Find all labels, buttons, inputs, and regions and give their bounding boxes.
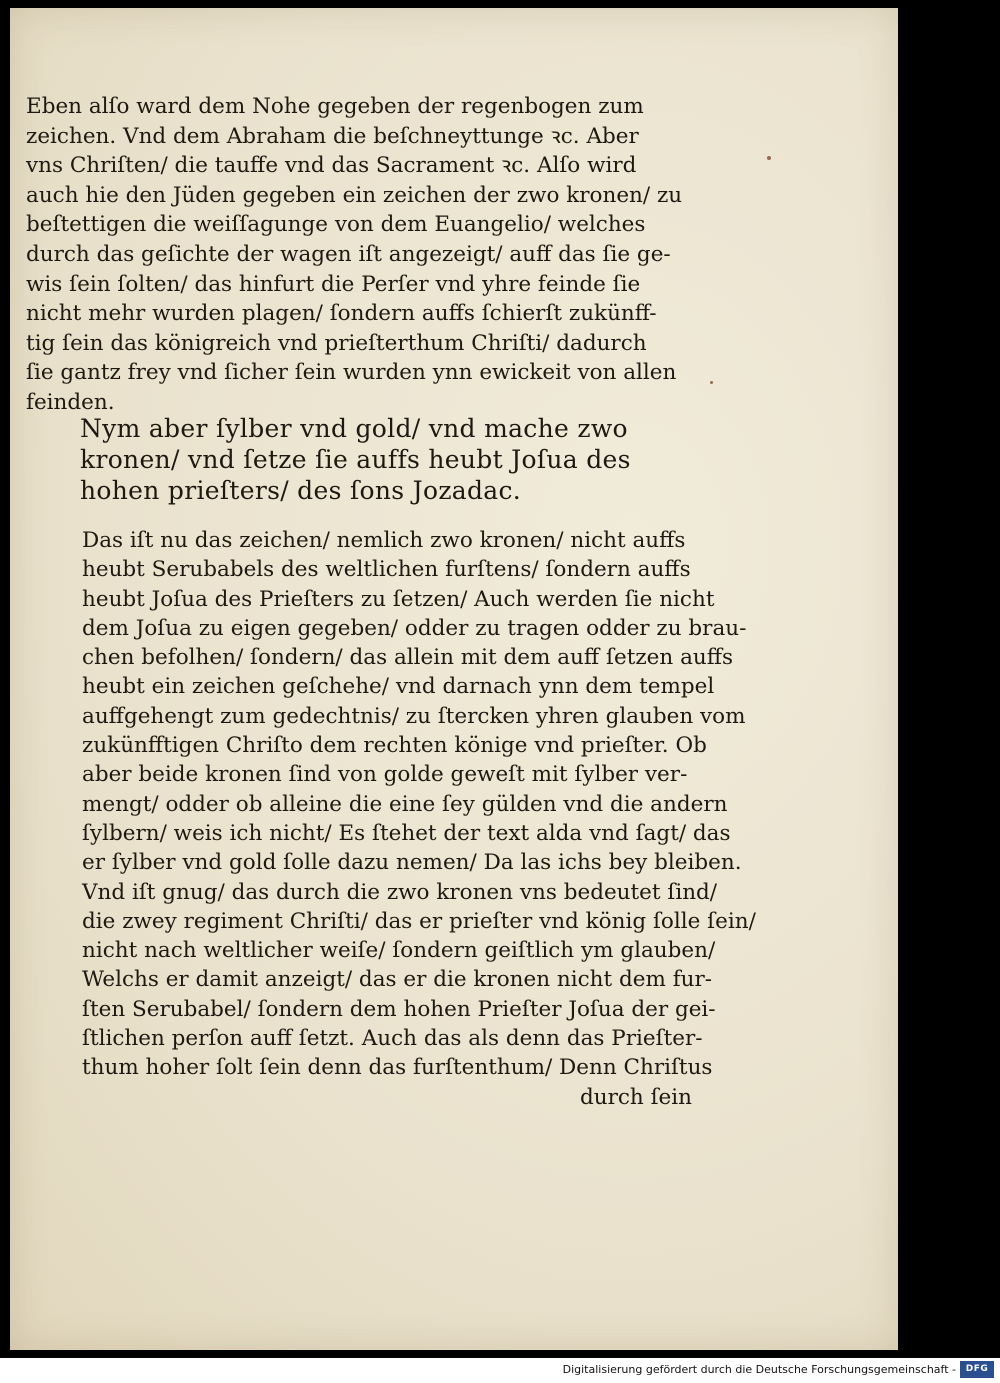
quote-line: hohen prieſters/ des ſons Jozadac.	[80, 476, 522, 505]
text-line: mengt/ odder ob alleine die eine ſey gülden vnd die andern	[82, 791, 728, 817]
text-line: chen befolhen/ ſondern/ das allein mit dem auff ſetzen auffs	[82, 645, 734, 671]
scripture-quote	[80, 413, 700, 506]
text-line: aber beide kronen ſind von golde geweſt mit ſylber ver-	[82, 762, 688, 788]
text-line: zukünfftigen Chriſto dem rechten könige vnd prieſter. Ob	[82, 733, 707, 759]
text-line: Das iſt nu das zeichen/ nemlich zwo kronen/ nicht auffs	[82, 528, 686, 553]
dfg-logo: DFG	[960, 1361, 994, 1378]
text-line: nicht mehr wurden plagen/ ſondern auffs ſchierſt zukünff-	[26, 301, 657, 327]
text-line: tig ſein das königreich vnd prieſterthum Chriſti/ dadurch	[26, 330, 647, 356]
text-line: ſie gantz frey vnd ſicher ſein wurden ynn ewickeit von allen	[26, 360, 677, 386]
digitization-footer	[0, 1358, 1000, 1383]
text-line: ſylbern/ weis ich nicht/ Es ſtehet der text alda vnd ſagt/ das	[82, 820, 731, 846]
funding-credit: Digitalisierung gefördert durch die Deutsche Forschungsgemeinschaft -	[562, 1363, 956, 1376]
text-line: die zwey regiment Chriſti/ das er prieſter vnd könig ſolle ſein/	[82, 908, 756, 934]
text-line: auch hie den Jüden gegeben ein zeichen der zwo kronen/ zu	[26, 182, 683, 208]
paragraph-commentary-2	[82, 526, 756, 1112]
text-line: auffgehengt zum gedechtnis/ zu ſtercken yhren glauben vom	[82, 703, 746, 729]
text-line: feinden.	[26, 389, 115, 415]
text-line: heubt Serubabels des weltlichen furſtens/ ſondern auffs	[82, 557, 691, 583]
text-line: thum hoher ſolt ſein denn das furſtenthum/ Denn Chriſtus	[82, 1055, 713, 1081]
text-line: durch das geſichte der wagen iſt angezeigt/ auff das ſie ge-	[26, 241, 671, 267]
text-line: ſtlichen perſon auff ſetzt. Auch das als denn das Prieſter-	[82, 1026, 703, 1052]
text-line: heubt Joſua des Prieſters zu ſetzen/ Auch werden ſie nicht	[82, 586, 715, 612]
text-line: Welchs er damit anzeigt/ das er die kronen nicht dem fur-	[82, 967, 713, 993]
catchword: durch ſein	[579, 1084, 692, 1110]
quote-line: kronen/ vnd ſetze ſie auffs heubt Joſua des	[80, 445, 631, 474]
paper-speck	[767, 156, 771, 160]
text-line: wis ſein ſolten/ das hinfurt die Perſer vnd yhre feinde ſie	[26, 271, 641, 297]
text-line: heubt ein zeichen geſchehe/ vnd darnach ynn dem tempel	[82, 674, 715, 700]
text-line: er ſylber vnd gold ſolle dazu nemen/ Da las ichs bey bleiben.	[82, 850, 742, 876]
text-line: ſten Serubabel/ ſondern dem hohen Prieſter Joſua der gei-	[82, 996, 716, 1022]
text-line: Vnd iſt gnug/ das durch die zwo kronen vns bedeutet ſind/	[82, 879, 718, 905]
paragraph-commentary-1	[26, 92, 716, 418]
text-line: zeichen. Vnd dem Abraham die beſchneyttunge ꝛc. Aber	[26, 123, 639, 149]
text-line: dem Joſua zu eigen gegeben/ odder zu tragen odder zu brau-	[82, 615, 747, 641]
text-line: vns Chriſten/ die tauffe vnd das Sacrament ꝛc. Alſo wird	[26, 153, 637, 179]
text-line: beſtettigen die weiſſagunge von dem Euangelio/ welches	[26, 212, 646, 238]
text-line: Eben alſo ward dem Nohe gegeben der regenbogen zum	[26, 94, 644, 119]
text-line: nicht nach weltlicher weiſe/ ſondern geiſtlich ym glauben/	[82, 938, 716, 964]
quote-line: Nym aber ſylber vnd gold/ vnd mache zwo	[80, 414, 628, 443]
